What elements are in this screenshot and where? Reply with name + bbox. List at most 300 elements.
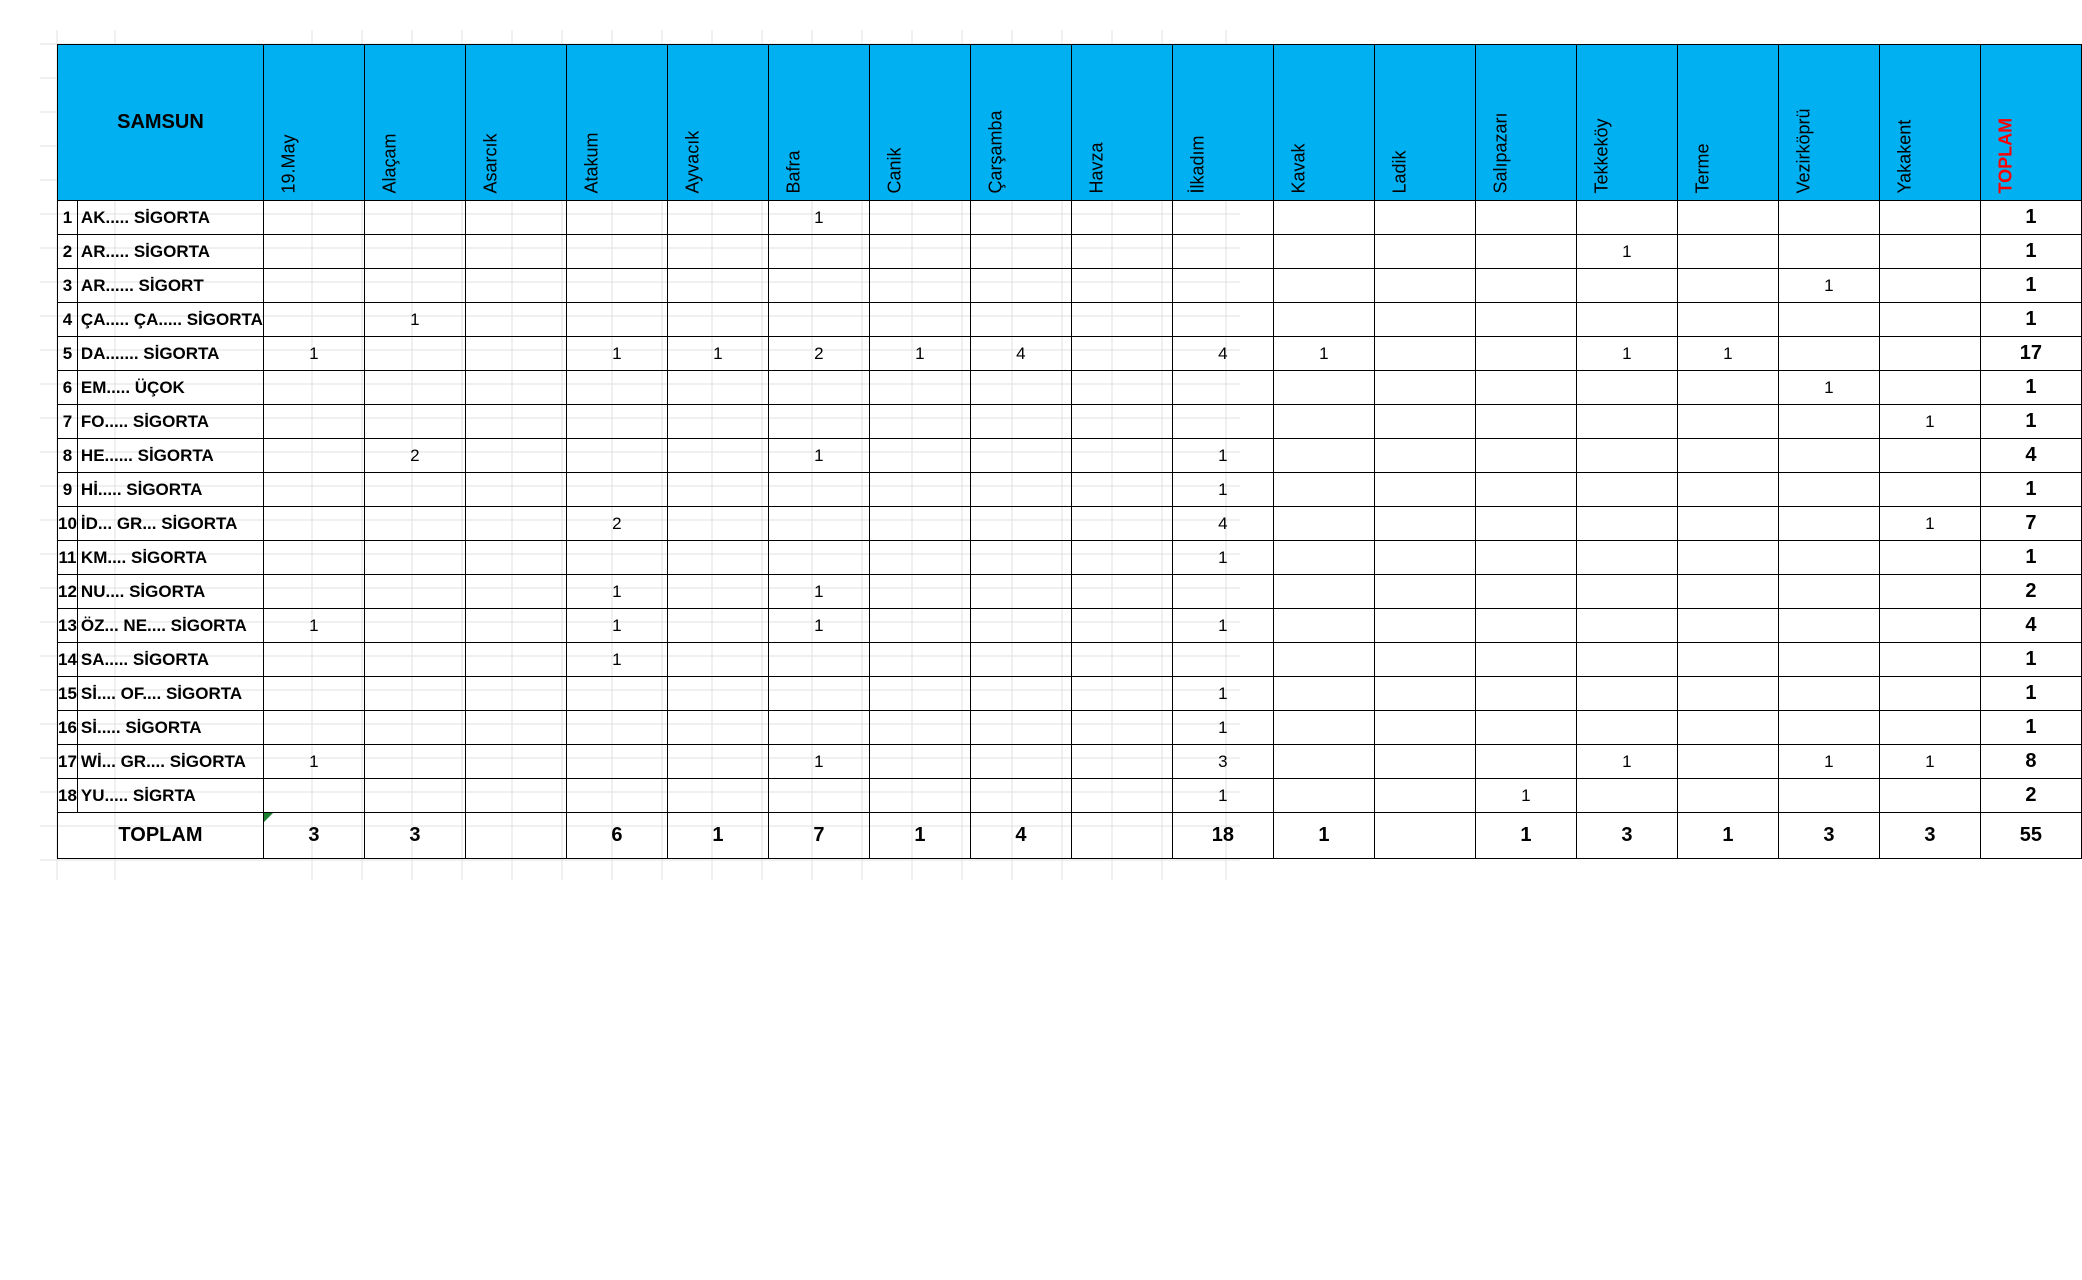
count-cell[interactable]: 1 [566, 643, 667, 677]
row-number[interactable]: 12 [58, 575, 78, 609]
count-cell[interactable] [1677, 371, 1778, 405]
count-cell[interactable] [1475, 201, 1576, 235]
count-cell[interactable] [465, 541, 566, 575]
count-cell[interactable] [1172, 405, 1273, 439]
count-cell[interactable] [768, 473, 869, 507]
company-name[interactable]: KM.... SİGORTA [77, 541, 263, 575]
count-cell[interactable] [1879, 643, 1980, 677]
column-total[interactable]: 4 [970, 813, 1071, 859]
count-cell[interactable] [1071, 371, 1172, 405]
count-cell[interactable] [1879, 269, 1980, 303]
row-total[interactable]: 1 [1980, 303, 2081, 337]
count-cell[interactable] [1071, 201, 1172, 235]
count-cell[interactable] [465, 643, 566, 677]
count-cell[interactable]: 1 [1172, 779, 1273, 813]
count-cell[interactable] [768, 643, 869, 677]
count-cell[interactable] [1374, 609, 1475, 643]
count-cell[interactable] [1576, 609, 1677, 643]
count-cell[interactable] [263, 439, 364, 473]
count-cell[interactable]: 1 [1879, 507, 1980, 541]
row-total[interactable]: 2 [1980, 575, 2081, 609]
count-cell[interactable] [1374, 439, 1475, 473]
district-header[interactable] [1475, 45, 1576, 201]
count-cell[interactable]: 1 [1778, 269, 1879, 303]
count-cell[interactable] [667, 439, 768, 473]
count-cell[interactable] [1677, 711, 1778, 745]
count-cell[interactable] [1071, 643, 1172, 677]
count-cell[interactable] [1374, 201, 1475, 235]
count-cell[interactable] [364, 507, 465, 541]
count-cell[interactable] [970, 711, 1071, 745]
column-total[interactable]: 3 [1879, 813, 1980, 859]
count-cell[interactable]: 4 [1172, 337, 1273, 371]
company-name[interactable]: Hİ..... SİGORTA [77, 473, 263, 507]
count-cell[interactable] [1677, 643, 1778, 677]
count-cell[interactable] [1374, 371, 1475, 405]
count-cell[interactable] [465, 337, 566, 371]
count-cell[interactable] [970, 575, 1071, 609]
count-cell[interactable] [1071, 405, 1172, 439]
count-cell[interactable] [667, 473, 768, 507]
district-header[interactable] [869, 45, 970, 201]
count-cell[interactable] [667, 779, 768, 813]
count-cell[interactable] [1172, 303, 1273, 337]
count-cell[interactable] [1576, 643, 1677, 677]
count-cell[interactable] [566, 473, 667, 507]
count-cell[interactable] [566, 745, 667, 779]
count-cell[interactable] [667, 541, 768, 575]
count-cell[interactable] [566, 269, 667, 303]
count-cell[interactable]: 1 [566, 337, 667, 371]
count-cell[interactable] [1778, 439, 1879, 473]
count-cell[interactable] [1879, 303, 1980, 337]
count-cell[interactable] [1475, 541, 1576, 575]
count-cell[interactable] [869, 405, 970, 439]
district-header[interactable] [465, 45, 566, 201]
company-name[interactable]: SA..... SİGORTA [77, 643, 263, 677]
count-cell[interactable] [364, 643, 465, 677]
district-header[interactable] [1273, 45, 1374, 201]
count-cell[interactable] [263, 303, 364, 337]
count-cell[interactable] [869, 677, 970, 711]
count-cell[interactable]: 1 [1879, 745, 1980, 779]
count-cell[interactable] [1778, 541, 1879, 575]
company-name[interactable]: Sİ..... SİGORTA [77, 711, 263, 745]
grand-total[interactable]: 55 [1980, 813, 2081, 859]
count-cell[interactable]: 1 [1778, 371, 1879, 405]
count-cell[interactable] [768, 405, 869, 439]
company-name[interactable]: HE...... SİGORTA [77, 439, 263, 473]
count-cell[interactable] [970, 201, 1071, 235]
count-cell[interactable]: 1 [768, 745, 869, 779]
company-name[interactable]: ÖZ... NE.... SİGORTA [77, 609, 263, 643]
count-cell[interactable] [1778, 779, 1879, 813]
count-cell[interactable] [768, 507, 869, 541]
column-total[interactable]: 6 [566, 813, 667, 859]
count-cell[interactable] [667, 643, 768, 677]
district-header[interactable] [1374, 45, 1475, 201]
count-cell[interactable] [869, 541, 970, 575]
count-cell[interactable] [1172, 643, 1273, 677]
count-cell[interactable] [869, 779, 970, 813]
count-cell[interactable] [1576, 507, 1677, 541]
count-cell[interactable] [1071, 711, 1172, 745]
count-cell[interactable] [1677, 303, 1778, 337]
row-total[interactable]: 1 [1980, 473, 2081, 507]
count-cell[interactable] [566, 439, 667, 473]
row-number[interactable]: 10 [58, 507, 78, 541]
count-cell[interactable]: 1 [263, 337, 364, 371]
count-cell[interactable] [1677, 779, 1778, 813]
count-cell[interactable]: 1 [1879, 405, 1980, 439]
count-cell[interactable]: 1 [768, 609, 869, 643]
count-cell[interactable] [667, 303, 768, 337]
count-cell[interactable] [1778, 575, 1879, 609]
row-number[interactable]: 15 [58, 677, 78, 711]
count-cell[interactable] [263, 677, 364, 711]
count-cell[interactable] [364, 405, 465, 439]
count-cell[interactable] [566, 235, 667, 269]
row-number[interactable]: 11 [58, 541, 78, 575]
count-cell[interactable] [465, 575, 566, 609]
company-name[interactable]: DA....... SİGORTA [77, 337, 263, 371]
count-cell[interactable] [1879, 439, 1980, 473]
count-cell[interactable] [1273, 405, 1374, 439]
count-cell[interactable] [1071, 779, 1172, 813]
row-number[interactable]: 9 [58, 473, 78, 507]
district-header[interactable] [1172, 45, 1273, 201]
district-header[interactable] [1879, 45, 1980, 201]
column-total[interactable]: 3 [364, 813, 465, 859]
count-cell[interactable] [1475, 745, 1576, 779]
count-cell[interactable] [1172, 575, 1273, 609]
count-cell[interactable] [1374, 269, 1475, 303]
count-cell[interactable] [263, 473, 364, 507]
count-cell[interactable] [1071, 337, 1172, 371]
count-cell[interactable] [970, 507, 1071, 541]
row-total[interactable]: 1 [1980, 643, 2081, 677]
count-cell[interactable] [1677, 541, 1778, 575]
company-name[interactable]: Wİ... GR.... SİGORTA [77, 745, 263, 779]
count-cell[interactable] [263, 235, 364, 269]
count-cell[interactable] [869, 473, 970, 507]
count-cell[interactable] [768, 235, 869, 269]
count-cell[interactable] [465, 405, 566, 439]
column-total[interactable]: 3 [1576, 813, 1677, 859]
count-cell[interactable] [1374, 643, 1475, 677]
count-cell[interactable] [1778, 201, 1879, 235]
count-cell[interactable] [970, 235, 1071, 269]
column-total[interactable]: 1 [1677, 813, 1778, 859]
count-cell[interactable] [1576, 201, 1677, 235]
count-cell[interactable] [1071, 235, 1172, 269]
count-cell[interactable] [869, 201, 970, 235]
count-cell[interactable] [1576, 303, 1677, 337]
count-cell[interactable]: 1 [1576, 745, 1677, 779]
count-cell[interactable] [1677, 405, 1778, 439]
company-name[interactable]: İD... GR... SİGORTA [77, 507, 263, 541]
count-cell[interactable] [1475, 303, 1576, 337]
count-cell[interactable] [1677, 507, 1778, 541]
count-cell[interactable] [1879, 711, 1980, 745]
count-cell[interactable] [1374, 507, 1475, 541]
count-cell[interactable] [465, 303, 566, 337]
count-cell[interactable] [970, 541, 1071, 575]
row-number[interactable]: 16 [58, 711, 78, 745]
count-cell[interactable] [1576, 371, 1677, 405]
count-cell[interactable] [1475, 405, 1576, 439]
count-cell[interactable] [1374, 541, 1475, 575]
count-cell[interactable] [465, 745, 566, 779]
company-name[interactable]: AR..... SİGORTA [77, 235, 263, 269]
count-cell[interactable] [1374, 745, 1475, 779]
count-cell[interactable] [1879, 235, 1980, 269]
count-cell[interactable] [1273, 779, 1374, 813]
count-cell[interactable] [970, 269, 1071, 303]
row-number[interactable]: 8 [58, 439, 78, 473]
count-cell[interactable] [1475, 711, 1576, 745]
count-cell[interactable] [1576, 405, 1677, 439]
count-cell[interactable] [1475, 643, 1576, 677]
count-cell[interactable] [768, 303, 869, 337]
district-header[interactable] [364, 45, 465, 201]
count-cell[interactable] [1475, 269, 1576, 303]
count-cell[interactable] [1475, 609, 1576, 643]
row-number[interactable]: 18 [58, 779, 78, 813]
count-cell[interactable] [1778, 303, 1879, 337]
count-cell[interactable]: 2 [364, 439, 465, 473]
row-number[interactable]: 13 [58, 609, 78, 643]
count-cell[interactable] [667, 235, 768, 269]
district-header[interactable] [566, 45, 667, 201]
count-cell[interactable] [1071, 677, 1172, 711]
count-cell[interactable] [465, 609, 566, 643]
count-cell[interactable] [364, 609, 465, 643]
count-cell[interactable] [465, 711, 566, 745]
count-cell[interactable] [1879, 575, 1980, 609]
row-number[interactable]: 5 [58, 337, 78, 371]
count-cell[interactable] [465, 235, 566, 269]
count-cell[interactable] [869, 575, 970, 609]
column-total[interactable]: 1 [1273, 813, 1374, 859]
count-cell[interactable] [1273, 235, 1374, 269]
count-cell[interactable] [869, 643, 970, 677]
count-cell[interactable] [1273, 201, 1374, 235]
row-total[interactable]: 1 [1980, 371, 2081, 405]
count-cell[interactable] [1677, 575, 1778, 609]
count-cell[interactable] [667, 269, 768, 303]
count-cell[interactable]: 3 [1172, 745, 1273, 779]
count-cell[interactable] [768, 541, 869, 575]
count-cell[interactable] [667, 405, 768, 439]
count-cell[interactable] [1475, 439, 1576, 473]
count-cell[interactable] [869, 745, 970, 779]
count-cell[interactable] [869, 711, 970, 745]
count-cell[interactable] [465, 371, 566, 405]
count-cell[interactable]: 2 [768, 337, 869, 371]
count-cell[interactable] [1071, 541, 1172, 575]
count-cell[interactable] [1273, 439, 1374, 473]
count-cell[interactable] [1778, 643, 1879, 677]
count-cell[interactable] [1071, 269, 1172, 303]
count-cell[interactable] [667, 609, 768, 643]
count-cell[interactable]: 1 [1677, 337, 1778, 371]
count-cell[interactable]: 1 [1172, 541, 1273, 575]
count-cell[interactable] [1879, 473, 1980, 507]
count-cell[interactable]: 1 [768, 439, 869, 473]
count-cell[interactable] [1273, 711, 1374, 745]
count-cell[interactable] [1677, 201, 1778, 235]
count-cell[interactable]: 4 [970, 337, 1071, 371]
count-cell[interactable] [566, 541, 667, 575]
count-cell[interactable]: 1 [1172, 609, 1273, 643]
count-cell[interactable] [1576, 439, 1677, 473]
count-cell[interactable] [1071, 575, 1172, 609]
count-cell[interactable] [1374, 677, 1475, 711]
count-cell[interactable] [364, 711, 465, 745]
district-header[interactable] [1071, 45, 1172, 201]
count-cell[interactable]: 4 [1172, 507, 1273, 541]
count-cell[interactable]: 1 [566, 609, 667, 643]
count-cell[interactable] [465, 677, 566, 711]
row-total[interactable]: 4 [1980, 439, 2081, 473]
count-cell[interactable] [1677, 439, 1778, 473]
count-cell[interactable] [1576, 575, 1677, 609]
count-cell[interactable]: 1 [263, 609, 364, 643]
count-cell[interactable] [1576, 473, 1677, 507]
count-cell[interactable] [263, 507, 364, 541]
column-total[interactable]: 3 [1778, 813, 1879, 859]
count-cell[interactable] [1677, 473, 1778, 507]
row-number[interactable]: 2 [58, 235, 78, 269]
count-cell[interactable] [465, 507, 566, 541]
count-cell[interactable] [1273, 507, 1374, 541]
count-cell[interactable] [869, 609, 970, 643]
count-cell[interactable] [1475, 337, 1576, 371]
count-cell[interactable] [263, 405, 364, 439]
count-cell[interactable] [1677, 745, 1778, 779]
count-cell[interactable] [1273, 609, 1374, 643]
count-cell[interactable] [1273, 541, 1374, 575]
count-cell[interactable] [364, 269, 465, 303]
column-total[interactable]: 1 [869, 813, 970, 859]
count-cell[interactable]: 1 [1475, 779, 1576, 813]
count-cell[interactable] [1172, 269, 1273, 303]
district-header[interactable] [1576, 45, 1677, 201]
count-cell[interactable] [465, 779, 566, 813]
row-number[interactable]: 7 [58, 405, 78, 439]
company-name[interactable]: AK..... SİGORTA [77, 201, 263, 235]
count-cell[interactable] [970, 677, 1071, 711]
count-cell[interactable] [1273, 303, 1374, 337]
count-cell[interactable] [1778, 711, 1879, 745]
row-total[interactable]: 1 [1980, 677, 2081, 711]
row-total[interactable]: 1 [1980, 235, 2081, 269]
count-cell[interactable] [364, 745, 465, 779]
count-cell[interactable]: 1 [768, 575, 869, 609]
count-cell[interactable] [465, 473, 566, 507]
count-cell[interactable]: 1 [1778, 745, 1879, 779]
count-cell[interactable] [970, 303, 1071, 337]
count-cell[interactable] [1071, 507, 1172, 541]
count-cell[interactable] [1273, 745, 1374, 779]
count-cell[interactable] [970, 643, 1071, 677]
count-cell[interactable] [869, 507, 970, 541]
count-cell[interactable] [263, 779, 364, 813]
district-header[interactable] [1778, 45, 1879, 201]
count-cell[interactable] [263, 371, 364, 405]
district-header[interactable] [1677, 45, 1778, 201]
total-header[interactable] [1980, 45, 2081, 201]
count-cell[interactable] [566, 303, 667, 337]
count-cell[interactable] [1879, 609, 1980, 643]
count-cell[interactable] [1374, 711, 1475, 745]
count-cell[interactable] [465, 269, 566, 303]
count-cell[interactable] [566, 711, 667, 745]
count-cell[interactable] [566, 677, 667, 711]
count-cell[interactable] [566, 371, 667, 405]
row-number[interactable]: 1 [58, 201, 78, 235]
count-cell[interactable] [1576, 779, 1677, 813]
company-name[interactable]: NU.... SİGORTA [77, 575, 263, 609]
column-total[interactable] [1071, 813, 1172, 859]
count-cell[interactable] [667, 575, 768, 609]
row-total[interactable]: 1 [1980, 201, 2081, 235]
row-total[interactable]: 4 [1980, 609, 2081, 643]
count-cell[interactable]: 1 [364, 303, 465, 337]
company-name[interactable]: EM..... ÜÇOK [77, 371, 263, 405]
count-cell[interactable] [1677, 235, 1778, 269]
count-cell[interactable] [1071, 473, 1172, 507]
count-cell[interactable] [1475, 507, 1576, 541]
count-cell[interactable] [1778, 235, 1879, 269]
count-cell[interactable] [1879, 201, 1980, 235]
column-total[interactable]: 3 [263, 813, 364, 859]
count-cell[interactable] [1677, 269, 1778, 303]
count-cell[interactable] [1273, 473, 1374, 507]
count-cell[interactable] [1879, 337, 1980, 371]
count-cell[interactable]: 1 [667, 337, 768, 371]
count-cell[interactable] [1879, 541, 1980, 575]
count-cell[interactable] [1273, 677, 1374, 711]
count-cell[interactable] [1172, 371, 1273, 405]
count-cell[interactable] [1374, 405, 1475, 439]
count-cell[interactable] [566, 405, 667, 439]
count-cell[interactable] [364, 201, 465, 235]
count-cell[interactable] [869, 303, 970, 337]
table-title[interactable]: SAMSUN [58, 45, 264, 201]
count-cell[interactable] [1071, 609, 1172, 643]
count-cell[interactable] [970, 473, 1071, 507]
count-cell[interactable] [566, 779, 667, 813]
count-cell[interactable] [1374, 473, 1475, 507]
count-cell[interactable] [1879, 371, 1980, 405]
count-cell[interactable] [1374, 779, 1475, 813]
column-total[interactable] [465, 813, 566, 859]
count-cell[interactable] [263, 201, 364, 235]
count-cell[interactable] [667, 677, 768, 711]
row-total[interactable]: 2 [1980, 779, 2081, 813]
count-cell[interactable]: 1 [1576, 337, 1677, 371]
count-cell[interactable]: 1 [1172, 473, 1273, 507]
count-cell[interactable] [1778, 405, 1879, 439]
count-cell[interactable]: 1 [869, 337, 970, 371]
company-name[interactable]: AR...... SİGORT [77, 269, 263, 303]
row-number[interactable]: 3 [58, 269, 78, 303]
count-cell[interactable] [1677, 609, 1778, 643]
count-cell[interactable] [970, 609, 1071, 643]
count-cell[interactable] [869, 439, 970, 473]
